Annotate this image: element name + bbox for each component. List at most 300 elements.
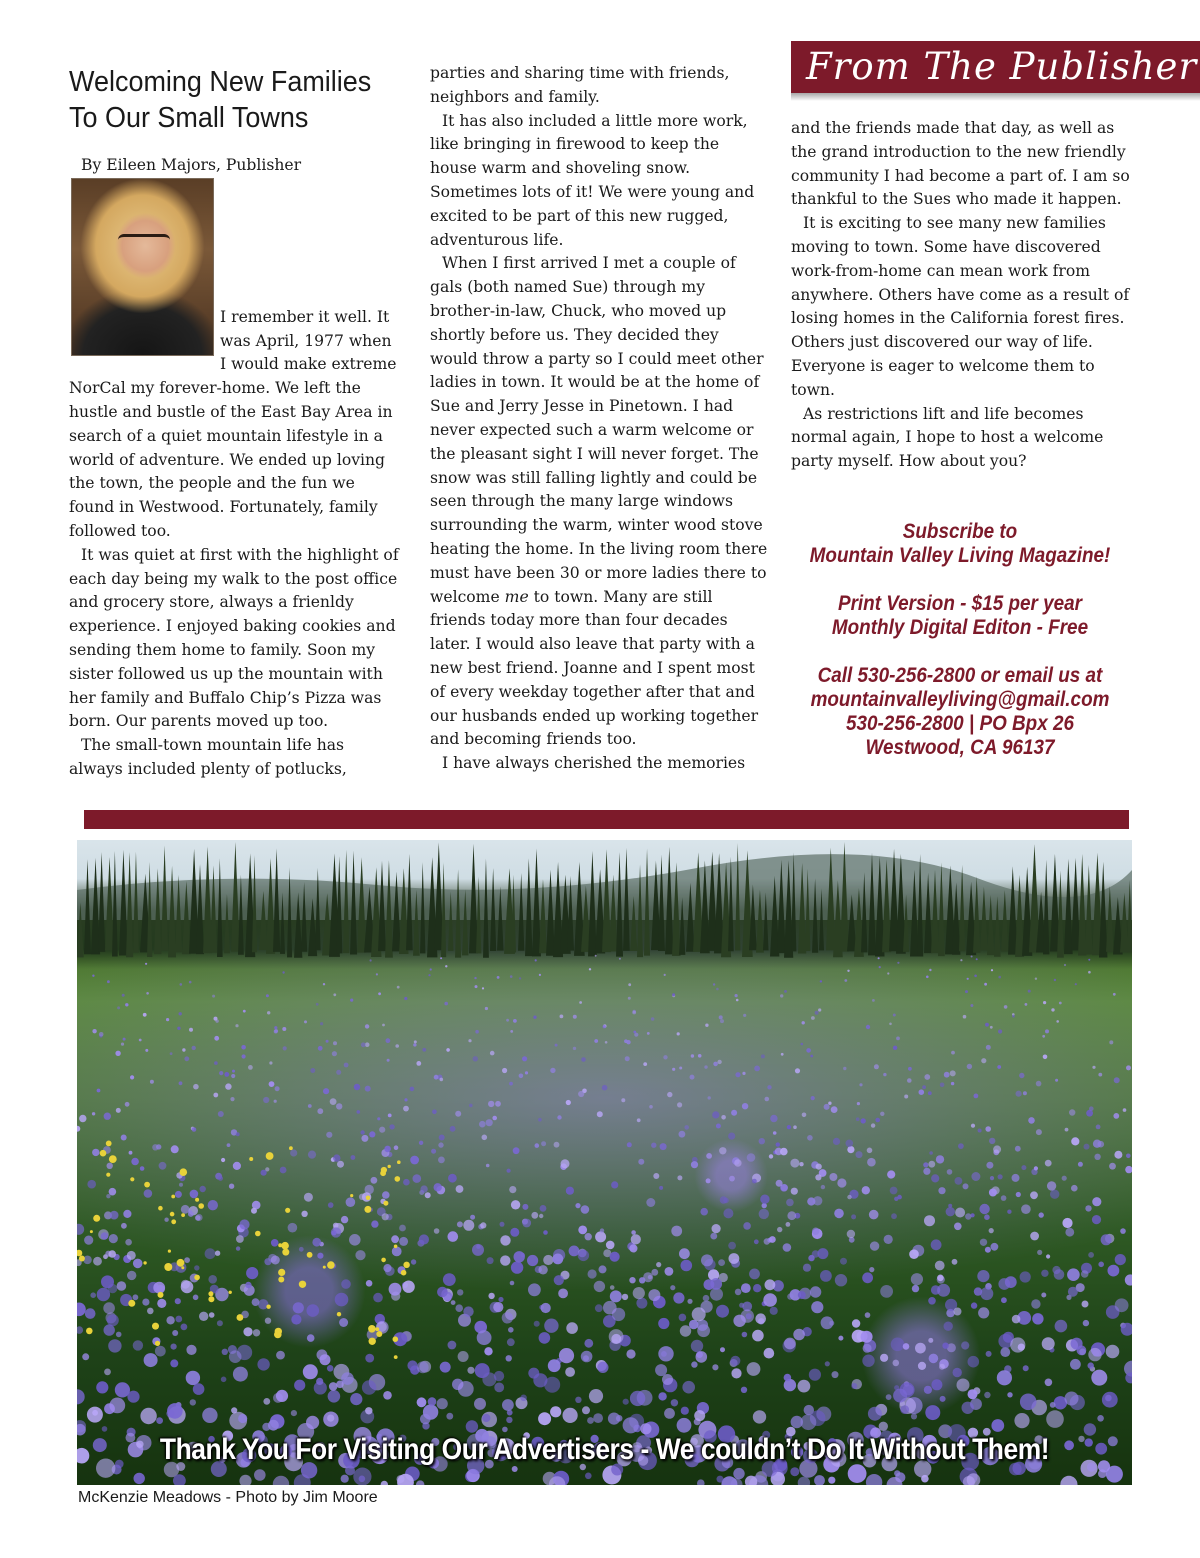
- flower-shape: [998, 976, 1001, 979]
- flower-shape: [784, 1374, 792, 1382]
- paragraph: When I first arrived I met a couple of gals (both named Sue) through my brother-in-law, Chuck, who moved up shortly before us. They decided they would throw a party so I could meet other ladies in town. It would be at the home of Sue and Jerry Jesse in Pinetown. I had never expected such a warm welcome or the pleasant sight I will never forget. The snow was still falling lightly and could be seen through the many large windows surrounding the warm, winter wood stove heating the home. In the living room there must have been 30 or more ladies there to welcome me to town. Many are still friends today more than four decades later. I would also leave that party with a new best friend. Joanne and I spent most of every weekday together after that and our husbands ended up working together and becoming friends too.: [430, 254, 768, 749]
- flower-shape: [859, 1083, 862, 1086]
- meadow-photo: [77, 840, 1132, 1485]
- flower-shape: [153, 1282, 165, 1294]
- flower-shape: [341, 1279, 351, 1289]
- flower-shape: [967, 1064, 972, 1069]
- flower-shape: [369, 1131, 375, 1137]
- flower-shape: [117, 1006, 120, 1009]
- flower-shape: [558, 1289, 568, 1299]
- flower-shape: [984, 1392, 990, 1398]
- yellow-flower-shape: [337, 1312, 341, 1316]
- flower-shape: [439, 1135, 445, 1141]
- flower-shape: [184, 1257, 190, 1263]
- flower-shape: [621, 1098, 625, 1102]
- flower-shape: [940, 1396, 946, 1402]
- flower-shape: [729, 1253, 740, 1264]
- flower-shape: [907, 1078, 912, 1083]
- flower-shape: [736, 999, 739, 1002]
- flower-shape: [658, 1346, 673, 1361]
- flower-shape: [648, 1289, 660, 1301]
- flower-shape: [101, 1275, 114, 1288]
- flower-shape: [1123, 1108, 1127, 1112]
- flower-shape: [1097, 1415, 1104, 1422]
- flower-shape: [896, 1037, 900, 1041]
- flower-shape: [616, 1415, 623, 1422]
- flower-shape: [868, 1407, 882, 1421]
- flower-shape: [883, 1073, 886, 1076]
- flower-shape: [344, 1063, 349, 1068]
- flower-shape: [1114, 1151, 1122, 1159]
- flower-shape: [811, 1096, 815, 1100]
- flower-shape: [846, 1140, 854, 1148]
- flower-shape: [880, 1285, 893, 1298]
- flower-shape: [631, 1234, 641, 1244]
- flower-shape: [290, 1149, 297, 1156]
- yellow-flower-shape: [380, 1170, 386, 1176]
- flower-shape: [958, 1143, 964, 1149]
- flower-shape: [1079, 1349, 1086, 1356]
- flower-shape: [862, 1186, 870, 1194]
- yellow-flower-shape: [152, 1323, 159, 1330]
- flower-shape: [793, 1125, 797, 1129]
- flower-shape: [720, 1347, 725, 1352]
- flower-shape: [712, 1111, 719, 1118]
- flower-shape: [413, 1043, 416, 1046]
- flower-shape: [753, 1410, 766, 1423]
- flower-shape: [847, 1230, 855, 1238]
- flower-shape: [716, 988, 719, 991]
- flower-shape: [239, 1219, 249, 1229]
- flower-shape: [345, 1466, 355, 1476]
- flower-shape: [316, 1378, 323, 1385]
- flower-shape: [787, 1211, 796, 1220]
- flower-shape: [1126, 1065, 1131, 1070]
- flower-shape: [911, 1273, 923, 1285]
- flower-shape: [511, 1200, 520, 1209]
- flower-shape: [104, 1369, 111, 1376]
- flower-shape: [767, 1085, 771, 1089]
- flower-shape: [880, 1112, 884, 1116]
- flower-shape: [212, 995, 215, 998]
- paragraph: I remember it well. It was April, 1977 when I would make extreme NorCal my forever-home. We left the hustle and bustle of the East Bay Area in search of a quiet mountain lifestyle in a world of adventure. We ended up loving the town, the people and the fun we found in Westwood. Fortunately, family followed too.: [69, 307, 397, 540]
- flower-shape: [282, 1027, 286, 1031]
- flower-shape: [502, 1312, 513, 1323]
- flower-shape: [817, 1248, 828, 1259]
- flower-shape: [609, 1329, 624, 1344]
- flower-shape: [856, 1117, 860, 1121]
- flower-shape: [935, 1261, 945, 1271]
- flower-shape: [156, 1417, 163, 1424]
- flower-shape: [170, 1359, 178, 1367]
- flower-shape: [179, 1081, 183, 1085]
- flower-shape: [965, 1213, 971, 1219]
- yellow-flower-shape: [266, 1305, 270, 1309]
- flower-shape: [1028, 1117, 1035, 1124]
- flower-shape: [273, 1393, 283, 1403]
- flower-shape: [392, 1247, 402, 1257]
- flower-shape: [510, 1228, 519, 1237]
- flower-shape: [990, 1026, 993, 1029]
- flower-shape: [109, 1234, 118, 1243]
- flower-shape: [812, 1228, 819, 1235]
- flower-shape: [1021, 1165, 1026, 1170]
- flower-shape: [1071, 1137, 1079, 1145]
- flower-shape: [77, 1326, 83, 1334]
- flower-shape: [861, 1331, 873, 1343]
- flower-shape: [749, 1269, 760, 1280]
- flower-shape: [263, 1097, 269, 1103]
- flower-shape: [202, 1408, 217, 1423]
- flower-shape: [1088, 1348, 1101, 1361]
- flower-shape: [893, 1046, 897, 1050]
- flower-shape: [716, 1124, 721, 1129]
- flower-shape: [510, 1281, 515, 1286]
- flower-shape: [862, 1272, 873, 1283]
- flower-shape: [649, 1105, 653, 1109]
- flower-shape: [541, 1303, 551, 1313]
- flower-shape: [365, 1086, 371, 1092]
- flower-shape: [1115, 1298, 1129, 1312]
- flower-shape: [403, 1179, 410, 1186]
- flower-shape: [1045, 1160, 1052, 1167]
- flower-shape: [283, 1046, 287, 1050]
- flower-shape: [1078, 1162, 1083, 1167]
- flower-shape: [208, 1200, 218, 1210]
- flower-shape: [940, 1083, 945, 1088]
- flower-shape: [1101, 1234, 1112, 1245]
- flower-shape: [1078, 1436, 1084, 1442]
- yellow-flower-shape: [285, 1208, 290, 1213]
- flower-shape: [127, 1391, 139, 1403]
- flower-shape: [192, 1046, 196, 1050]
- flower-shape: [274, 1029, 278, 1033]
- flower-shape: [354, 1084, 360, 1090]
- flower-shape: [814, 1475, 825, 1485]
- flower-shape: [538, 1412, 551, 1425]
- flower-shape: [275, 1086, 280, 1091]
- flower-shape: [802, 1113, 807, 1118]
- flower-shape: [603, 1301, 617, 1315]
- flower-shape: [239, 1475, 251, 1485]
- flower-shape: [900, 1405, 909, 1414]
- flower-shape: [815, 1174, 821, 1180]
- flower-shape: [593, 1413, 603, 1423]
- flower-shape: [490, 1051, 495, 1056]
- flower-shape: [626, 1349, 635, 1358]
- yellow-flower-shape: [229, 1291, 232, 1294]
- flower-shape: [133, 1294, 139, 1300]
- flower-shape: [280, 1167, 287, 1174]
- flower-shape: [361, 1135, 368, 1142]
- flower-shape: [1036, 1129, 1042, 1135]
- flower-shape: [648, 1275, 652, 1279]
- flower-shape: [245, 1282, 251, 1288]
- flower-shape: [332, 1051, 337, 1056]
- flower-shape: [951, 1082, 954, 1085]
- flower-shape: [1065, 1228, 1074, 1237]
- flower-shape: [522, 1219, 531, 1228]
- flower-shape: [831, 1106, 838, 1113]
- flower-shape: [787, 1125, 791, 1129]
- flower-shape: [776, 1142, 780, 1146]
- flower-shape: [276, 1351, 285, 1360]
- flower-shape: [952, 1259, 958, 1265]
- flower-shape: [269, 1081, 275, 1087]
- flower-shape: [407, 1360, 417, 1370]
- flower-shape: [180, 983, 183, 986]
- flower-shape: [970, 1004, 973, 1007]
- flower-shape: [445, 965, 447, 967]
- flower-shape: [623, 1399, 629, 1405]
- flower-shape: [448, 1341, 457, 1350]
- flower-shape: [742, 1103, 748, 1109]
- flower-shape: [729, 1176, 735, 1182]
- flower-shape: [509, 1082, 513, 1086]
- flower-shape: [77, 1389, 85, 1404]
- flower-shape: [1041, 1270, 1048, 1277]
- flower-shape: [1084, 1423, 1096, 1435]
- flower-shape: [543, 1230, 548, 1235]
- flower-shape: [677, 1032, 680, 1035]
- flower-shape: [382, 1024, 385, 1027]
- flower-shape: [566, 1322, 578, 1334]
- flower-shape: [102, 1426, 108, 1432]
- flower-shape: [115, 1051, 120, 1056]
- flower-shape: [611, 1181, 618, 1188]
- flower-shape: [919, 1089, 925, 1095]
- flower-shape: [443, 1273, 456, 1286]
- yellow-flower-shape: [128, 1300, 135, 1307]
- yellow-flower-shape: [90, 1230, 93, 1233]
- flower-shape: [594, 1039, 598, 1043]
- yellow-flower-shape: [388, 1165, 391, 1168]
- flower-shape: [1075, 983, 1077, 985]
- flower-shape: [246, 1267, 258, 1279]
- yellow-flower-shape: [106, 1173, 110, 1177]
- flower-shape: [273, 1476, 289, 1485]
- flower-shape: [713, 1062, 718, 1067]
- flower-shape: [741, 1283, 751, 1293]
- flower-shape: [764, 1348, 775, 1359]
- flower-shape: [928, 1338, 933, 1343]
- flower-shape: [991, 969, 993, 971]
- flower-shape: [984, 1214, 990, 1220]
- masthead-title: From The Publisher: [806, 45, 1198, 88]
- yellow-flower-shape: [383, 1201, 388, 1206]
- flower-shape: [125, 1102, 130, 1107]
- flower-shape: [218, 1111, 224, 1117]
- flower-shape: [528, 1283, 541, 1296]
- flower-shape: [1113, 1113, 1119, 1119]
- flower-shape: [717, 1060, 721, 1064]
- flower-shape: [971, 1172, 980, 1181]
- flower-shape: [712, 1364, 718, 1370]
- flower-shape: [985, 1247, 991, 1253]
- flower-shape: [394, 1145, 399, 1150]
- flower-shape: [997, 1370, 1012, 1385]
- flower-shape: [323, 983, 325, 985]
- yellow-flower-shape: [194, 1275, 200, 1281]
- flower-shape: [373, 1293, 383, 1303]
- flower-shape: [1114, 1077, 1120, 1083]
- yellow-flower-shape: [275, 1328, 282, 1335]
- flower-shape: [665, 1267, 674, 1276]
- flower-shape: [610, 1285, 615, 1290]
- flower-shape: [96, 1381, 108, 1393]
- flower-shape: [263, 1398, 270, 1405]
- flower-shape: [382, 1213, 389, 1220]
- flower-shape: [673, 1292, 684, 1303]
- flower-shape: [92, 975, 94, 977]
- yellow-flower-shape: [281, 1242, 289, 1250]
- flower-shape: [1020, 1271, 1031, 1282]
- flower-shape: [428, 974, 430, 976]
- flower-shape: [769, 1236, 776, 1243]
- flower-shape: [953, 1368, 962, 1377]
- flower-shape: [1041, 1293, 1046, 1298]
- flower-shape: [274, 1100, 277, 1103]
- flower-shape: [610, 1290, 622, 1302]
- yellow-flower-shape: [181, 1266, 184, 1269]
- flower-shape: [125, 1239, 132, 1246]
- flower-shape: [967, 978, 969, 980]
- flower-shape: [469, 1104, 473, 1108]
- flower-shape: [866, 1474, 882, 1485]
- flower-shape: [963, 1183, 969, 1189]
- flower-shape: [942, 1343, 948, 1349]
- flower-shape: [936, 1155, 944, 1163]
- flower-shape: [500, 1222, 505, 1227]
- flower-shape: [704, 1065, 707, 1068]
- flower-shape: [378, 992, 381, 995]
- flower-shape: [446, 1048, 450, 1052]
- flower-shape: [1105, 1395, 1112, 1402]
- flower-shape: [710, 1278, 722, 1290]
- flower-shape: [1064, 964, 1066, 966]
- flower-shape: [189, 981, 192, 984]
- article-column-3: [791, 117, 1136, 474]
- flower-shape: [962, 1402, 974, 1414]
- flower-shape: [924, 1074, 930, 1080]
- flower-shape: [487, 1257, 494, 1264]
- flower-shape: [741, 1387, 747, 1393]
- flower-shape: [482, 1414, 490, 1422]
- flower-shape: [861, 1118, 866, 1123]
- flower-shape: [144, 1189, 153, 1198]
- flower-shape: [733, 1468, 744, 1479]
- flower-shape: [474, 977, 476, 979]
- flower-shape: [1012, 1015, 1015, 1018]
- flower-shape: [179, 1012, 182, 1015]
- flower-shape: [233, 1367, 248, 1382]
- flower-shape: [984, 983, 987, 986]
- flower-shape: [880, 1354, 888, 1362]
- flower-shape: [633, 1287, 645, 1299]
- flower-shape: [638, 1159, 644, 1165]
- flower-shape: [440, 957, 442, 959]
- flower-shape: [1010, 1337, 1025, 1352]
- flower-shape: [413, 1174, 422, 1183]
- flower-shape: [955, 1208, 965, 1218]
- flower-shape: [719, 1147, 726, 1154]
- flower-shape: [376, 973, 378, 975]
- flower-shape: [333, 993, 336, 996]
- flower-shape: [107, 1163, 113, 1169]
- flower-shape: [457, 1221, 463, 1227]
- flower-shape: [993, 1145, 1001, 1153]
- flower-shape: [743, 1014, 746, 1017]
- flower-shape: [1067, 1268, 1080, 1281]
- flower-shape: [1042, 1337, 1055, 1350]
- flower-shape: [326, 1040, 329, 1043]
- flower-shape: [798, 1291, 806, 1299]
- flower-shape: [923, 1168, 930, 1175]
- flower-shape: [414, 1040, 417, 1043]
- flower-shape: [268, 1420, 279, 1431]
- flower-shape: [948, 1204, 952, 1208]
- flower-shape: [1087, 1463, 1096, 1472]
- flower-shape: [735, 994, 738, 997]
- flower-shape: [856, 1151, 863, 1158]
- divider-rule: [84, 810, 1129, 829]
- yellow-flower-shape: [100, 1150, 107, 1157]
- byline: By Eileen Majors, Publisher: [81, 156, 302, 174]
- flower-shape: [820, 1270, 832, 1282]
- yellow-flower-shape: [208, 1291, 213, 1296]
- flower-shape: [991, 1419, 1004, 1432]
- flower-shape: [1052, 1266, 1060, 1274]
- flower-shape: [1023, 1091, 1027, 1095]
- flower-shape: [700, 1208, 708, 1216]
- promo-email[interactable]: mountainvalleyliving@gmail.com: [810, 688, 1110, 711]
- flower-shape: [847, 1195, 851, 1199]
- flower-shape: [466, 1469, 478, 1481]
- flower-shape: [795, 1068, 800, 1073]
- flower-shape: [510, 975, 513, 978]
- flower-shape: [929, 969, 931, 971]
- flower-shape: [784, 990, 787, 993]
- flower-shape: [339, 1318, 348, 1327]
- flower-shape: [810, 1055, 813, 1058]
- flower-shape: [633, 1031, 636, 1034]
- flower-shape: [672, 993, 675, 996]
- flower-shape: [879, 1422, 888, 1431]
- flower-shape: [680, 1325, 691, 1336]
- flower-shape: [510, 1030, 513, 1033]
- flower-shape: [432, 1110, 437, 1115]
- yellow-flower-shape: [158, 1206, 163, 1211]
- flower-shape: [735, 1072, 740, 1077]
- flower-shape: [333, 1154, 340, 1161]
- flower-shape: [713, 983, 715, 985]
- flower-shape: [538, 1265, 547, 1274]
- flower-shape: [807, 1135, 813, 1141]
- paragraph: It was quiet at first with the highlight of each day being my walk to the post office and grocery store, always a frienldy experience. I enjoyed baking cookies and sending them home to family. Soon my sister followed us up the mountain with her family and Buffalo Chip’s Pizza was born. Our parents moved up too.: [69, 545, 399, 731]
- flower-shape: [1007, 1210, 1011, 1214]
- yellow-flower-shape: [168, 1250, 171, 1253]
- flower-shape: [908, 1067, 912, 1071]
- flower-shape: [328, 1202, 334, 1208]
- flower-shape: [663, 1055, 667, 1059]
- flower-shape: [121, 1135, 127, 1141]
- flower-shape: [166, 1316, 174, 1324]
- flower-shape: [954, 1308, 962, 1316]
- flower-shape: [1060, 1476, 1077, 1485]
- flower-shape: [107, 980, 110, 983]
- flower-shape: [691, 1340, 703, 1352]
- flower-shape: [440, 1078, 444, 1082]
